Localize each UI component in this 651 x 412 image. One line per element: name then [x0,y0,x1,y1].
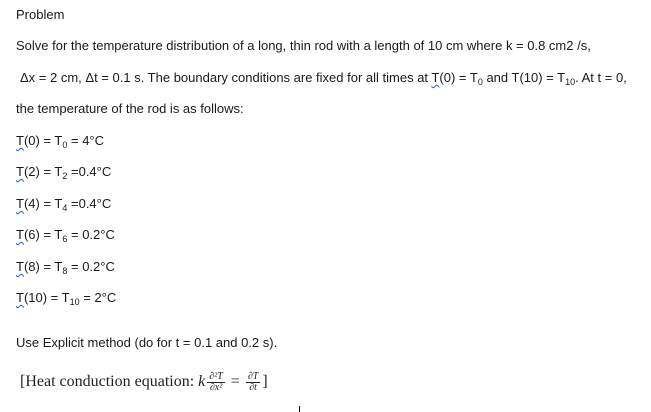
subscript: 0 [62,140,68,150]
heat-conduction-equation [20,372,268,393]
initial-condition-0 [16,133,104,153]
condition-rhs: = 4°C [67,133,105,148]
text-segment: . At t = 0, [575,70,627,85]
subscript: 8 [62,266,68,276]
problem-statement-line-3: the temperature of the rod is as follows: [16,101,244,116]
condition-lhs: (0) = T [23,133,63,148]
text-segment: and T(10) = T [482,70,566,85]
subscript: 10 [565,77,576,87]
condition-lhs: (6) = T [23,227,63,242]
second-derivative-fraction [207,372,225,393]
condition-rhs: =0.4°C [67,164,112,179]
condition-rhs: = 0.2°C [67,259,115,274]
spellcheck-word: T [16,164,24,179]
initial-condition-10 [16,290,116,310]
equation-suffix: ] [262,373,268,391]
subscript: 0 [477,77,483,87]
subscript: 10 [69,297,80,307]
spellcheck-word: T [16,227,24,242]
problem-statement-line-1: Solve for the temperature distribution of a long, thin rod with a length of 10 cm where k = 0.8 cm2 /s, [16,38,591,53]
condition-rhs: =0.4°C [67,196,112,211]
condition-lhs: (8) = T [23,259,63,274]
subscript: 2 [62,171,68,181]
text-cursor [299,406,300,412]
spellcheck-word: T [16,133,24,148]
condition-lhs: (10) = T [23,290,70,305]
spellcheck-word: T [16,259,24,274]
equation-prefix: [Heat conduction equation: [20,373,199,391]
condition-lhs: (2) = T [23,164,63,179]
fraction-numerator: ∂²T [209,371,223,382]
fraction-numerator: ∂T [247,371,259,382]
text-segment: Δx = 2 cm, Δt = 0.1 s. The boundary conditions are fixed for all times at [20,70,432,85]
equation-k: k [198,373,206,391]
condition-rhs: = 2°C [79,290,117,305]
subscript: 6 [62,234,68,244]
subscript: 4 [62,203,68,213]
fraction-denominator: ∂x² [207,382,225,393]
problem-statement-line-2 [20,70,627,90]
initial-condition-2 [16,164,111,184]
fraction-denominator: ∂t [246,382,261,393]
initial-condition-8 [16,259,115,279]
initial-condition-4 [16,196,111,216]
spellcheck-word: T [16,290,24,305]
problem-heading: Problem [16,7,65,22]
condition-rhs: = 0.2°C [67,227,115,242]
time-derivative-fraction [246,372,261,393]
spellcheck-word: T [431,70,440,85]
initial-condition-6 [16,227,115,247]
method-instruction: Use Explicit method (do for t = 0.1 and 0.2 s). [16,335,278,350]
spellcheck-word: T [16,196,24,211]
equals-sign: = [226,373,244,391]
condition-lhs: (4) = T [23,196,63,211]
text-segment: (0) = T [439,70,478,85]
